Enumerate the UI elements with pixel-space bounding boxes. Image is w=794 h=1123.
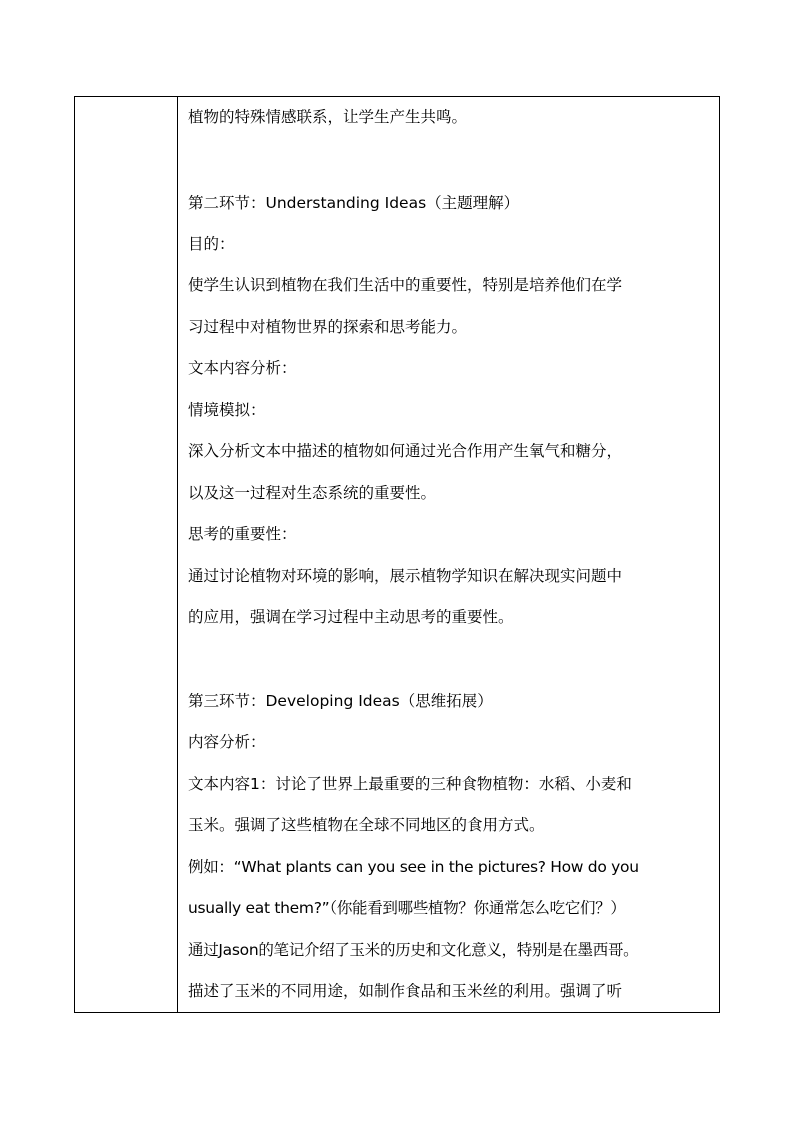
section-heading: 第二环节：Understanding Ideas（主题理解）	[188, 194, 520, 212]
section-heading: 第三环节：Developing Ideas（思维拓展）	[188, 692, 493, 710]
text-line: 通过讨论植物对环境的影响，展示植物学知识在解决现实问题中	[188, 567, 623, 585]
text-line: 习过程中对植物世界的探索和思考能力。	[188, 318, 468, 336]
content-table	[74, 96, 720, 1013]
text-line: 描述了玉米的不同用途，如制作食品和玉米丝的利用。强调了听	[188, 982, 623, 1000]
text-line: 深入分析文本中描述的植物如何通过光合作用产生氧气和糖分，	[188, 442, 623, 460]
text-line: 通过Jason的笔记介绍了玉米的历史和文化意义，特别是在墨西哥。	[188, 941, 639, 959]
text-line: 使学生认识到植物在我们生活中的重要性，特别是培养他们在学	[188, 276, 623, 294]
text-line: 玉米。强调了这些植物在全球不同地区的食用方式。	[188, 816, 545, 834]
table-right-column	[178, 97, 719, 1012]
text-line: 内容分析：	[188, 733, 266, 751]
text-line: 情境模拟：	[188, 401, 266, 419]
table-left-column	[75, 97, 178, 1012]
text-line: 的应用，强调在学习过程中主动思考的重要性。	[188, 608, 514, 626]
text-line: 植物的特殊情感联系，让学生产生共鸣。	[188, 108, 468, 126]
text-line: 目的：	[188, 235, 235, 253]
text-line: 文本内容1：讨论了世界上最重要的三种食物植物：水稻、小麦和	[188, 775, 632, 793]
text-line: 以及这一过程对生态系统的重要性。	[188, 484, 437, 502]
text-line: 例如：“What plants can you see in the pictures? How do you	[188, 858, 639, 876]
text-line: usually eat them?”（你能看到哪些植物？你通常怎么吃它们？）	[188, 899, 626, 917]
text-line: 思考的重要性：	[188, 525, 297, 543]
text-line: 文本内容分析：	[188, 359, 297, 377]
